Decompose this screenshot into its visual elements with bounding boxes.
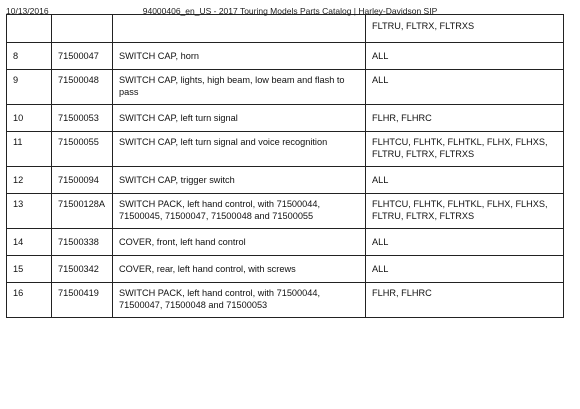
part-number-cell: 71500053: [52, 105, 113, 132]
table-row: [7, 283, 564, 318]
description-cell: SWITCH CAP, lights, high beam, low beam and flash to pass: [113, 70, 366, 105]
parts-table: [6, 14, 564, 318]
description-cell: SWITCH CAP, left turn signal and voice recognition: [113, 132, 366, 167]
models-cell: FLTRU, FLTRX, FLTRXS: [366, 15, 564, 43]
models-cell: FLHR, FLHRC: [366, 283, 564, 318]
models-cell: ALL: [366, 167, 564, 194]
item-cell: 12: [7, 167, 52, 194]
table-row-continued: [7, 15, 564, 43]
item-cell: 14: [7, 229, 52, 256]
item-cell: 13: [7, 194, 52, 229]
models-cell: FLHTCU, FLHTK, FLHTKL, FLHX, FLHXS, FLTRU, FLTRX, FLTRXS: [366, 194, 564, 229]
part-number-cell: 71500419: [52, 283, 113, 318]
table-row: [7, 132, 564, 167]
models-cell: ALL: [366, 229, 564, 256]
print-date: 10/13/2016: [6, 6, 49, 16]
description-cell: COVER, rear, left hand control, with screws: [113, 256, 366, 283]
item-cell: 8: [7, 43, 52, 70]
part-number-cell: 71500338: [52, 229, 113, 256]
part-number-cell: 71500047: [52, 43, 113, 70]
table-row: [7, 167, 564, 194]
description-cell: SWITCH PACK, left hand control, with 71500044, 71500045, 71500047, 71500048 and 71500055: [113, 194, 366, 229]
part-number-cell: 71500048: [52, 70, 113, 105]
table-row: [7, 256, 564, 283]
description-cell: SWITCH PACK, left hand control, with 71500044, 71500047, 71500048 and 71500053: [113, 283, 366, 318]
description-cell: SWITCH CAP, horn: [113, 43, 366, 70]
part-number-cell: [52, 15, 113, 43]
table-row: [7, 43, 564, 70]
description-cell: SWITCH CAP, trigger switch: [113, 167, 366, 194]
models-cell: ALL: [366, 43, 564, 70]
description-cell: [113, 15, 366, 43]
page-header-title: 94000406_en_US - 2017 Touring Models Parts Catalog | Harley-Davidson SIP: [142, 6, 438, 16]
item-cell: 9: [7, 70, 52, 105]
item-cell: 11: [7, 132, 52, 167]
models-cell: FLHR, FLHRC: [366, 105, 564, 132]
description-cell: SWITCH CAP, left turn signal: [113, 105, 366, 132]
description-cell: COVER, front, left hand control: [113, 229, 366, 256]
part-number-cell: 71500055: [52, 132, 113, 167]
part-number-cell: 71500128A: [52, 194, 113, 229]
models-cell: FLHTCU, FLHTK, FLHTKL, FLHX, FLHXS, FLTRU, FLTRX, FLTRXS: [366, 132, 564, 167]
table-row: [7, 105, 564, 132]
table-row: [7, 70, 564, 105]
table-row: [7, 229, 564, 256]
item-cell: 16: [7, 283, 52, 318]
part-number-cell: 71500342: [52, 256, 113, 283]
item-cell: 10: [7, 105, 52, 132]
part-number-cell: 71500094: [52, 167, 113, 194]
item-cell: 15: [7, 256, 52, 283]
models-cell: ALL: [366, 70, 564, 105]
models-cell: ALL: [366, 256, 564, 283]
item-cell: [7, 15, 52, 43]
table-row: [7, 194, 564, 229]
